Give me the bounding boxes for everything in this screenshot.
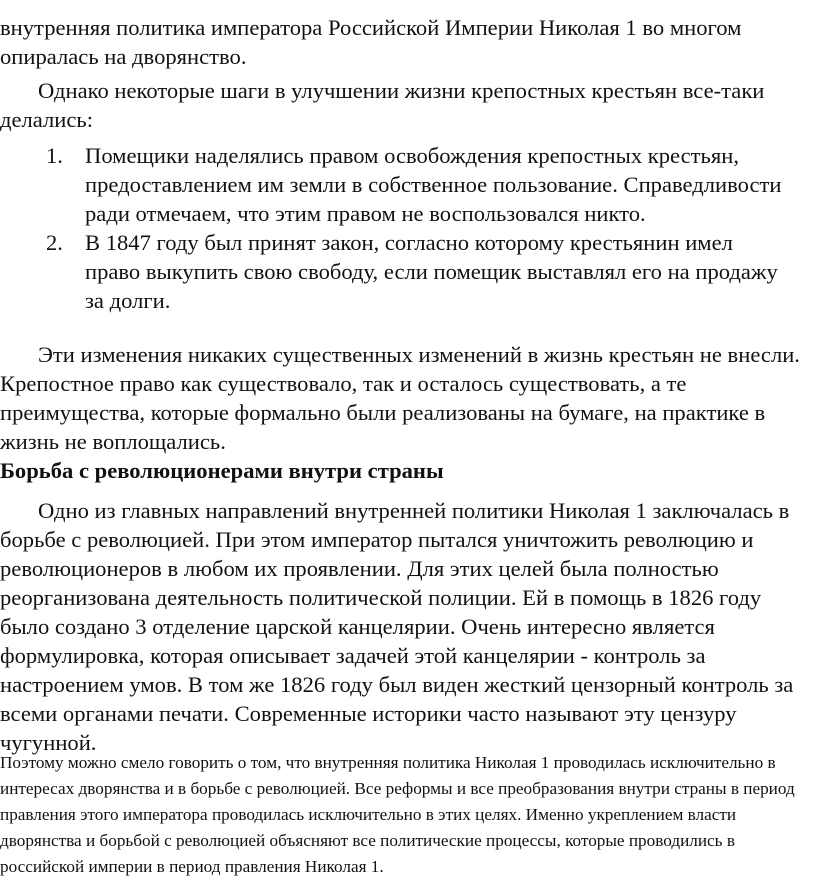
numbered-list bbox=[0, 141, 812, 315]
list-item-text: В 1847 году был принят закон, согласно которому крестьянин имел право выкупить свою свободу, если помещик выставлял его на продажу за долги. bbox=[85, 230, 778, 313]
list-item bbox=[0, 141, 812, 228]
list-item bbox=[0, 228, 812, 315]
paragraph-intro: внутренняя политика императора Российской Империи Николая 1 во многом опиралась на дворянство. bbox=[0, 15, 742, 69]
paragraph-steps-intro: Однако некоторые шаги в улучшении жизни крепостных крестьян все-таки делались: bbox=[0, 78, 765, 132]
paragraph-revolution: Одно из главных направлений внутренней политики Николая 1 заключалась в борьбе с революцией. При этом император пытался уничтожить революцию и революционеров в любом их проявлении. Для этих целей была полностью реорганизована деятельность политической полиции. Ей в помощь в 1826 году было создано 3 отделение царской канцелярии. Очень интересно является формулировка, которая описывает задачей этой канцелярии - контроль за настроением умов. В том же 1826 году был виден жесткий цензорный контроль за всеми органами печати. Современные историки часто называют эту цензуру чугунной. bbox=[0, 498, 794, 755]
list-item-text: Помещики наделялись правом освобождения крепостных крестьян, предоставлением им земли в собственное пользование. Справедливости ради отмечаем, что этим правом не воспользовался никто. bbox=[85, 143, 782, 226]
paragraph-conclusion: Поэтому можно смело говорить о том, что внутренняя политика Николая 1 проводилась исключительно в интересах дворянства и в борьбе с революцией. Все реформы и все преобразования внутри страны в период правления этого императора проводилась исключительно в этих целях. Именно укреплением власти дворянства и борьбой с революцией объясняют все политические процессы, которые проводились в российской империи в период правления Николая 1. bbox=[0, 753, 795, 876]
paragraph-changes: Эти изменения никаких существенных изменений в жизнь крестьян не внесли. Крепостное право как существовало, так и осталось существовать, а те преимущества, которые формально были реализованы на бумаге, на практике в жизнь не воплощались. bbox=[0, 342, 800, 454]
list-item-number: 2. bbox=[46, 230, 63, 255]
list-item-number: 1. bbox=[46, 143, 63, 168]
section-heading: Борьба с революционерами внутри страны bbox=[0, 458, 444, 483]
